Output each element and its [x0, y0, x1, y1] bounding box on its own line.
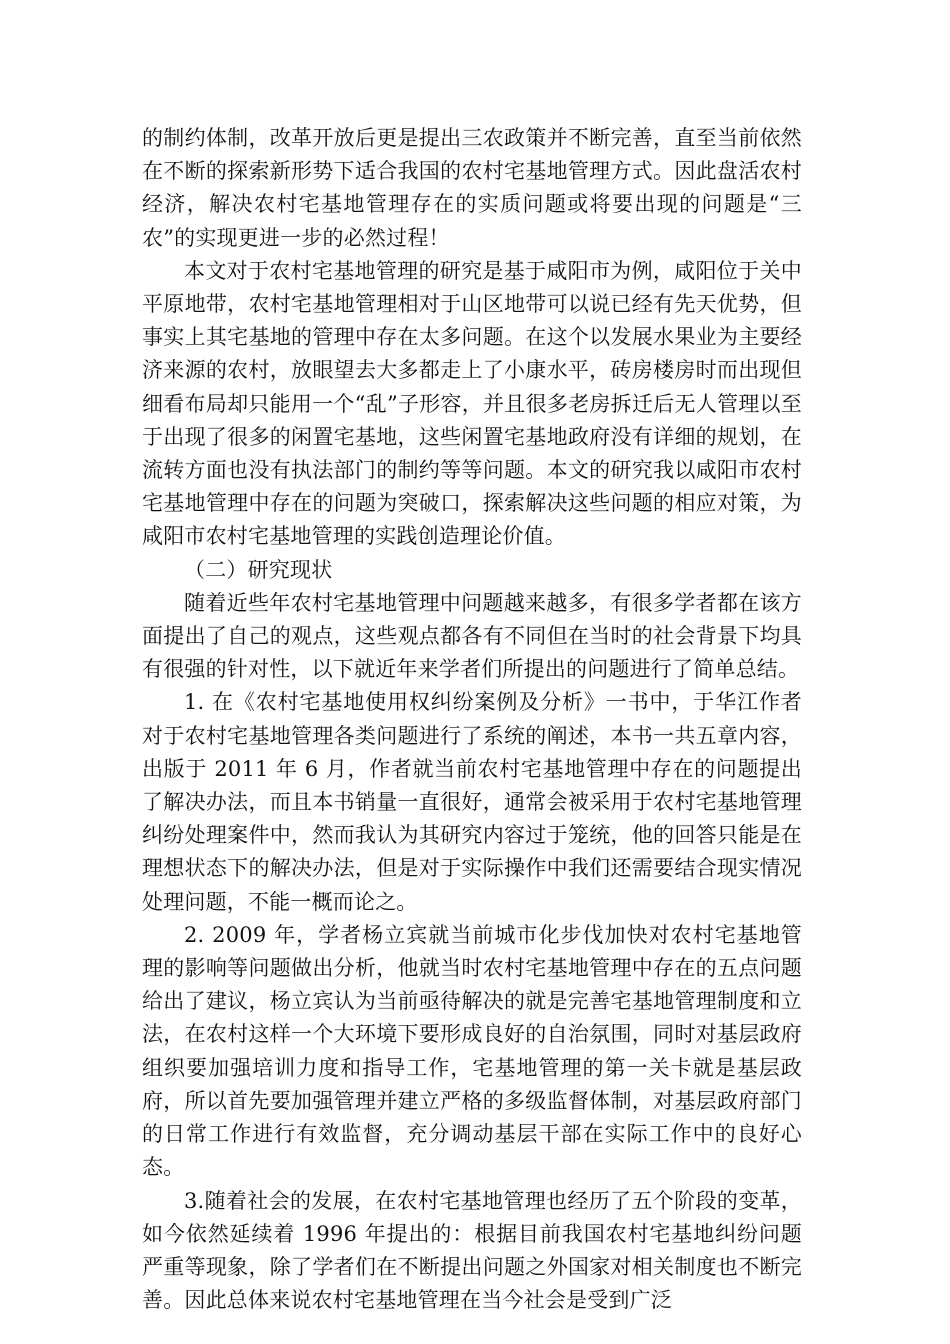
- paragraph-research-status-intro: 随着近些年农村宅基地管理中问题越来越多，有很多学者都在该方面提出了自己的观点，这些观点都各有不同但在当时的社会背景下均具有很强的针对性，以下就近年来学者们所提出的问题进行了简单总结。: [142, 590, 802, 682]
- paragraph-item-1: 1. 在《农村宅基地使用权纠纷案例及分析》一书中，于华江作者对于农村宅基地管理各类问题进行了系统的阐述，本书一共五章内容，出版于 2011 年 6 月，作者就当前农村宅基地管理中存在的问题提出了解决办法，而且本书销量一直很好，通常会被采用于农村宅基地管理纠纷处理案件中，然而我认为其研究内容过于笼统，他的回答只能是在理想状态下的解决办法，但是对于实际操作中我们还需要结合现实情况处理问题，不能一概而论之。: [142, 690, 802, 914]
- paragraph-research-intro: 本文对于农村宅基地管理的研究是基于咸阳市为例，咸阳位于关中平原地带，农村宅基地管理相对于山区地带可以说已经有先天优势，但事实上其宅基地的管理中存在太多问题。在这个以发展水果业为主要经济来源的农村，放眼望去大多都走上了小康水平，砖房楼房时而出现但细看布局却只能用一个“乱”子形容，并且很多老房拆迁后无人管理以至于出现了很多的闲置宅基地，这些闲置宅基地政府没有详细的规划，在流转方面也没有执法部门的制约等等问题。本文的研究我以咸阳市农村宅基地管理中存在的问题为突破口，探索解决这些问题的相应对策，为咸阳市农村宅基地管理的实践创造理论价值。: [142, 258, 802, 549]
- document-body: [142, 122, 802, 1317]
- paragraph-continuation: 的制约体制，改革开放后更是提出三农政策并不断完善，直至当前依然在不断的探索新形势下适合我国的农村宅基地管理方式。因此盘活农村经济，解决农村宅基地管理存在的实质问题或将要出现的问题是“三农”的实现更进一步的必然过程！: [142, 126, 802, 250]
- section-heading-research-status: （二）研究现状: [184, 557, 333, 582]
- paragraph-item-3: 3.随着社会的发展，在农村宅基地管理也经历了五个阶段的变革，如今依然延续着 1996 年提出的：根据目前我国农村宅基地纠纷问题严重等现象，除了学者们在不断提出问题之外国家对相关制度也不断完善。因此总体来说农村宅基地管理在当今社会是受到广泛: [142, 1188, 802, 1313]
- paragraph-item-2: 2. 2009 年，学者杨立宾就当前城市化步伐加快对农村宅基地管理的影响等问题做出分析，他就当时农村宅基地管理中存在的五点问题给出了建议，杨立宾认为当前亟待解决的就是完善宅基地管理制度和立法，在农村这样一个大环境下要形成良好的自治氛围，同时对基层政府组织要加强培训力度和指导工作，宅基地管理的第一关卡就是基层政府，所以首先要加强管理并建立严格的多级监督体制，对基层政府部门的日常工作进行有效监督，充分调动基层干部在实际工作中的良好心态。: [142, 922, 802, 1180]
